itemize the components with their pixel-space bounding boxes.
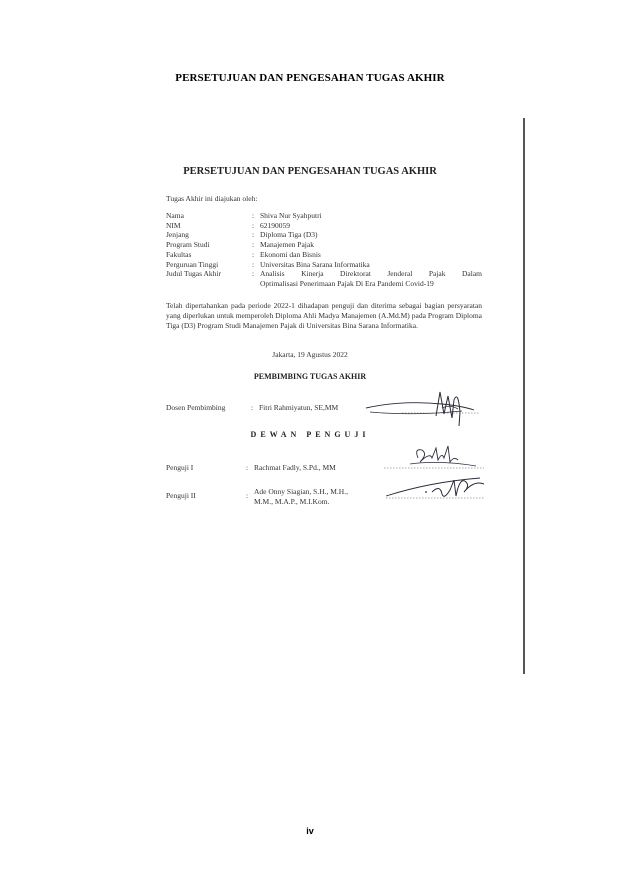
info-value: Shiva Nur Syahputri (260, 211, 322, 220)
info-label: Program Studi (166, 240, 210, 250)
penguji-1-name: Rachmat Fadly, S.Pd., MM (254, 463, 336, 472)
title-line-2: Optimalisasi Penerimaan Pajak Di Era Pandemi Covid-19 (260, 278, 434, 288)
pembimbing-label: Dosen Pembimbing (166, 403, 226, 412)
penguji-2-label: Penguji II (166, 491, 196, 500)
document-title: PERSETUJUAN DAN PENGESAHAN TUGAS AKHIR (183, 166, 437, 177)
info-separator: : (252, 269, 255, 279)
info-separator: : (252, 230, 255, 240)
info-separator: : (252, 211, 255, 220)
page-number: iv (306, 826, 314, 836)
info-label: Nama (166, 211, 184, 220)
info-label: Fakultas (166, 249, 192, 259)
scan-edge (523, 118, 525, 674)
penguji-2-name-line1: Ade Onny Siagian, S.H., M.H., (254, 487, 348, 496)
penguji-2-signature (380, 470, 490, 504)
intro-text: Tugas Akhir ini diajukan oleh: (166, 194, 258, 203)
approval-paragraph: Telah dipertahankan pada periode 2022-1 dihadapan penguji dan diterima sebagai bagian persyaratan yang diperlukan untuk memperoleh Diploma Ahli Madya Manajemen (A.Md.M) pada Program Diploma Tiga (D3) Program Studi Manajemen Pajak di Universitas Bina Sarana Informatika. (166, 301, 482, 330)
info-separator: : (252, 249, 255, 259)
pembimbing-title: PEMBIMBING TUGAS AKHIR (253, 372, 367, 381)
info-value (260, 269, 482, 288)
student-info (166, 211, 482, 289)
signing-date: Jakarta, 19 Agustus 2022 (272, 350, 348, 359)
penguji-1-label: Penguji I (166, 463, 194, 472)
info-row-nim (166, 221, 482, 231)
info-separator: : (252, 220, 255, 230)
info-value: Universitas Bina Sarana Informatika (260, 259, 370, 269)
penguji-1-separator: : (246, 463, 249, 472)
dewan-penguji-title: DEWAN PENGUJI (250, 430, 370, 439)
info-value: 62190059 (260, 220, 290, 230)
info-label: NIM (166, 220, 181, 230)
info-row-jenjang (166, 230, 482, 240)
pembimbing-name: Fitri Rahmiyatun, SE,MM (259, 403, 339, 412)
info-row-perguruan-tinggi (166, 260, 482, 270)
title-line-1: Analisis Kinerja Direktorat Jenderal Pajak Dalam (260, 269, 482, 279)
info-separator: : (252, 259, 255, 269)
penguji-2-name-line2: M.M., M.A.P., M.I.Kom. (254, 497, 330, 506)
pembimbing-separator: : (251, 403, 254, 412)
info-row-fakultas (166, 250, 482, 260)
info-value: Diploma Tiga (D3) (260, 230, 318, 240)
info-separator: : (252, 240, 255, 250)
info-value: Manajemen Pajak (260, 240, 314, 250)
info-label: Perguruan Tinggi (166, 259, 219, 269)
page-heading: PERSETUJUAN DAN PENGESAHAN TUGAS AKHIR (175, 72, 445, 84)
info-row-nama (166, 211, 482, 221)
pembimbing-signature (362, 382, 482, 428)
info-label: Judul Tugas Akhir (166, 269, 222, 279)
info-row-program-studi (166, 240, 482, 250)
penguji-2-separator: : (246, 491, 249, 500)
info-value: Ekonomi dan Bisnis (260, 249, 321, 259)
info-label: Jenjang (166, 230, 189, 240)
info-row-judul (166, 269, 482, 288)
